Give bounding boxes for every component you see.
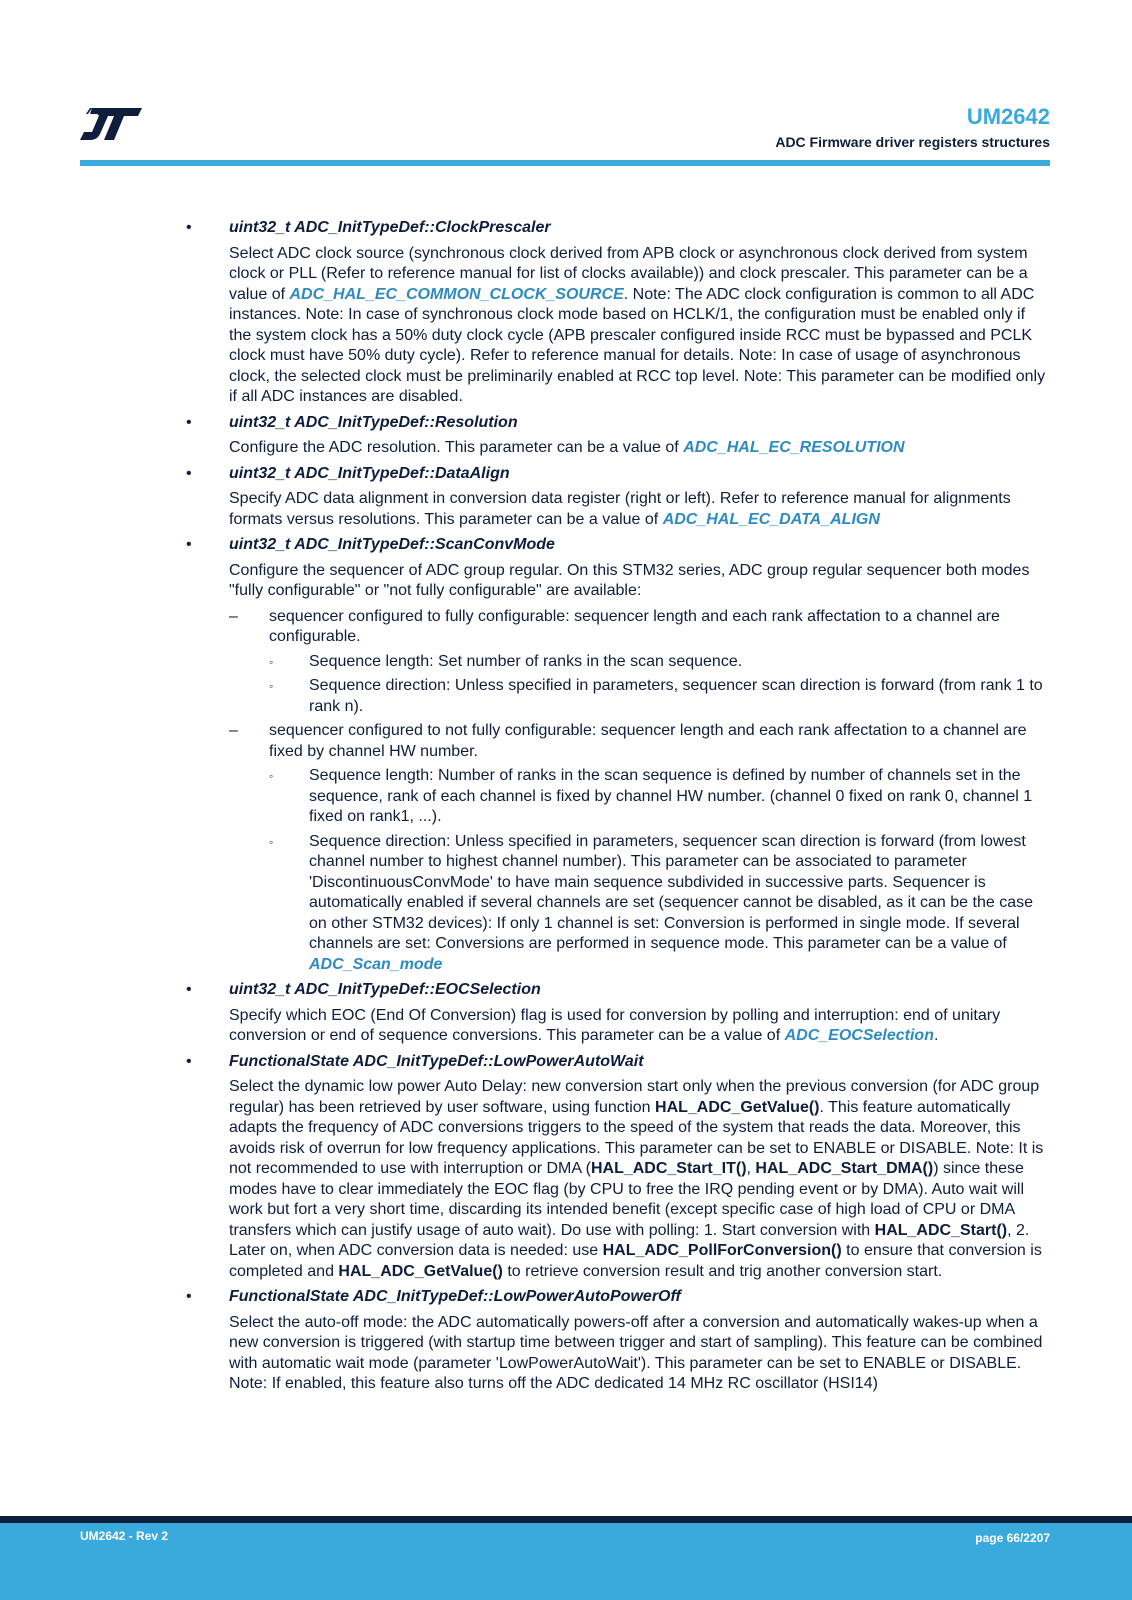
sub-sub-item-text: Sequence direction: Unless specified in parameters, sequencer scan direction is forward (from rank 1 to rank n). xyxy=(309,677,1043,715)
field-title: uint32_t ADC_InitTypeDef::EOCSelection xyxy=(229,981,541,998)
field-description: Configure the sequencer of ADC group regular. On this STM32 series, ADC group regular sequencer both modes "fully configurable" or "not fully configurable" are available: xyxy=(229,561,1030,599)
section-title: ADC Firmware driver registers structures xyxy=(775,134,1050,150)
bullet: • xyxy=(186,413,192,431)
function-name: HAL_ADC_Start() xyxy=(874,1221,1008,1239)
field-description: Select the dynamic low power Auto Delay: new conversion start only when the previous conversion (for ADC group regular) has been retrieved by user software, using function HAL_ADC_GetValue(). This feature automatically adapts the frequency of ADC conversions triggers to the speed of the system that reads the data. Moreover, this avoids risk of overrun for low frequency applications. This parameter can be set to ENABLE or DISABLE. Note: It is not recommended to use with interruption or DMA (HAL_ADC_Start_IT(), HAL_ADC_Start_DMA()) since these modes have to clear immediately the EOC flag (by CPU to free the IRQ pending event or by DMA). Auto wait will work but fort a very short time, discarding its intended benefit (except specific case of high load of CPU or DMA transfers which can justify usage of auto wait). Do use with polling: 1. Start conversion with HAL_ADC_Start(), 2. Later on, when ADC conversion data is needed: use HAL_ADC_PollForConversion() to ensure that conversion is completed and HAL_ADC_GetValue() to retrieve conversion result and trig another conversion start. xyxy=(229,1078,1044,1280)
bullet: • xyxy=(186,981,192,998)
page-header xyxy=(775,104,1050,150)
field-description: Specify which EOC (End Of Conversion) flag is used for conversion by polling and interruption: end of unitary conversion or end of sequence conversions. This parameter can be a value of ADC_EOCSelection. xyxy=(229,1006,1001,1044)
list-item xyxy=(186,980,1050,1047)
sub-sub-item-text: Sequence direction: Unless specified in parameters, sequencer scan direction is forward (from lowest channel number to highest channel number). This parameter can be associated to parameter 'DiscontinuousConvMode' to have main sequence subdivided in successive parts. Sequencer is automatically enabled if several channels are set (sequencer cannot be disabled, as it can be the case on other STM32 devices): If only 1 channel is set: Conversion is performed in single mode. If several channels are set: Conversions are performed in sequence mode. This parameter can be a value of ADC_Scan_mode xyxy=(309,832,1033,973)
function-name: HAL_ADC_GetValue() xyxy=(338,1262,503,1280)
field-title: uint32_t ADC_InitTypeDef::Resolution xyxy=(229,413,518,431)
bullet: • xyxy=(186,1288,192,1305)
sub-sub-list-item xyxy=(269,832,1050,976)
field-title: FunctionalState ADC_InitTypeDef::LowPowerAutoPowerOff xyxy=(229,1288,681,1305)
field-description: Select the auto-off mode: the ADC automatically powers-off after a conversion and automatically wakes-up when a new conversion is triggered (with startup time between trigger and start of sampling). This feature can be combined with automatic wait mode (parameter 'LowPowerAutoWait'). This parameter can be set to ENABLE or DISABLE. Note: If enabled, this feature also turns off the ADC dedicated 14 MHz RC oscillator (HSI14) xyxy=(229,1313,1043,1392)
circle-marker: ◦ xyxy=(269,834,274,849)
field-description: Select ADC clock source (synchronous clock derived from APB clock or asynchronous clock derived from system clock or PLL (Refer to reference manual for list of clocks available)) and clock prescaler. This parameter can be a value of ADC_HAL_EC_COMMON_CLOCK_SOURCE. Note: The ADC clock configuration is common to all ADC instances. Note: In case of synchronous clock mode based on HCLK/1, the configuration must be enabled only if the system clock has a 50% duty clock cycle (APB prescaler configured inside RCC must be bypassed and PCLK clock must have 50% duty cycle). Refer to reference manual for details. Note: In case of usage of asynchronous clock, the selected clock must be preliminarily enabled at RCC top level. Note: This parameter can be modified only if all ADC instances are disabled. xyxy=(229,244,1046,405)
circle-marker: ◦ xyxy=(269,654,274,669)
list-item xyxy=(186,464,1050,531)
field-title: FunctionalState ADC_InitTypeDef::LowPowerAutoWait xyxy=(229,1052,644,1070)
field-title: uint32_t ADC_InitTypeDef::ScanConvMode xyxy=(229,536,555,553)
function-name: HAL_ADC_PollForConversion() xyxy=(602,1242,842,1259)
header-rule xyxy=(80,160,1050,166)
page-footer xyxy=(0,1523,1132,1600)
bullet: • xyxy=(186,219,192,236)
sub-item-text: sequencer configured to not fully configurable: sequencer length and each rank affectation to a channel are fixed by channel HW number. xyxy=(269,722,1027,760)
bullet: • xyxy=(186,464,192,482)
sub-list xyxy=(186,607,1050,976)
list-item xyxy=(186,218,1050,408)
sub-sub-list-item xyxy=(269,652,1050,673)
sub-list-item xyxy=(229,607,1050,648)
function-name: HAL_ADC_GetValue() xyxy=(655,1098,820,1116)
st-logo xyxy=(80,106,144,142)
reference-link[interactable]: ADC_EOCSelection xyxy=(784,1027,934,1044)
circle-marker: ◦ xyxy=(269,679,274,693)
list-item xyxy=(186,535,1050,602)
field-title: uint32_t ADC_InitTypeDef::ClockPrescaler xyxy=(229,219,551,236)
sub-sub-list-item xyxy=(269,766,1050,828)
circle-marker: ◦ xyxy=(269,769,274,783)
document-body xyxy=(186,218,1050,1400)
field-description: Specify ADC data alignment in conversion data register (right or left). Refer to reference manual for alignments formats versus resolutions. This parameter can be a value of ADC_HAL_EC_DATA_ALIGN xyxy=(229,490,1011,528)
reference-link[interactable]: ADC_HAL_EC_RESOLUTION xyxy=(683,439,905,456)
function-name: HAL_ADC_Start_DMA() xyxy=(755,1160,934,1177)
reference-link[interactable]: ADC_Scan_mode xyxy=(309,955,443,973)
dash-marker: – xyxy=(229,722,238,739)
sub-sub-list-item xyxy=(269,676,1050,717)
function-name: HAL_ADC_Start_IT() xyxy=(590,1160,747,1177)
document-id: UM2642 xyxy=(966,104,1050,129)
sub-list-item xyxy=(229,721,1050,762)
list-item xyxy=(186,1287,1050,1395)
list-item xyxy=(186,1052,1050,1283)
page-number: page 66/2207 xyxy=(975,1531,1050,1545)
footer-revision: UM2642 - Rev 2 xyxy=(80,1529,169,1543)
dash-marker: – xyxy=(229,607,238,625)
footer-rule xyxy=(0,1516,1132,1523)
bullet: • xyxy=(186,1052,192,1070)
sub-sub-item-text: Sequence length: Set number of ranks in the scan sequence. xyxy=(309,652,743,670)
sub-sub-item-text: Sequence length: Number of ranks in the scan sequence is defined by number of channels set in the sequence, rank of each channel is fixed by channel HW number. (channel 0 fixed on rank 0, channel 1 fixed on rank1, ...). xyxy=(309,767,1033,825)
field-description: Configure the ADC resolution. This parameter can be a value of ADC_HAL_EC_RESOLUTION xyxy=(229,439,905,456)
field-title: uint32_t ADC_InitTypeDef::DataAlign xyxy=(229,464,510,482)
bullet: • xyxy=(186,536,192,553)
reference-link[interactable]: ADC_HAL_EC_COMMON_CLOCK_SOURCE xyxy=(289,285,624,303)
sub-item-text: sequencer configured to fully configurable: sequencer length and each rank affectation to a channel are configurable. xyxy=(269,607,1000,645)
list-item xyxy=(186,413,1050,459)
reference-link[interactable]: ADC_HAL_EC_DATA_ALIGN xyxy=(662,510,880,528)
